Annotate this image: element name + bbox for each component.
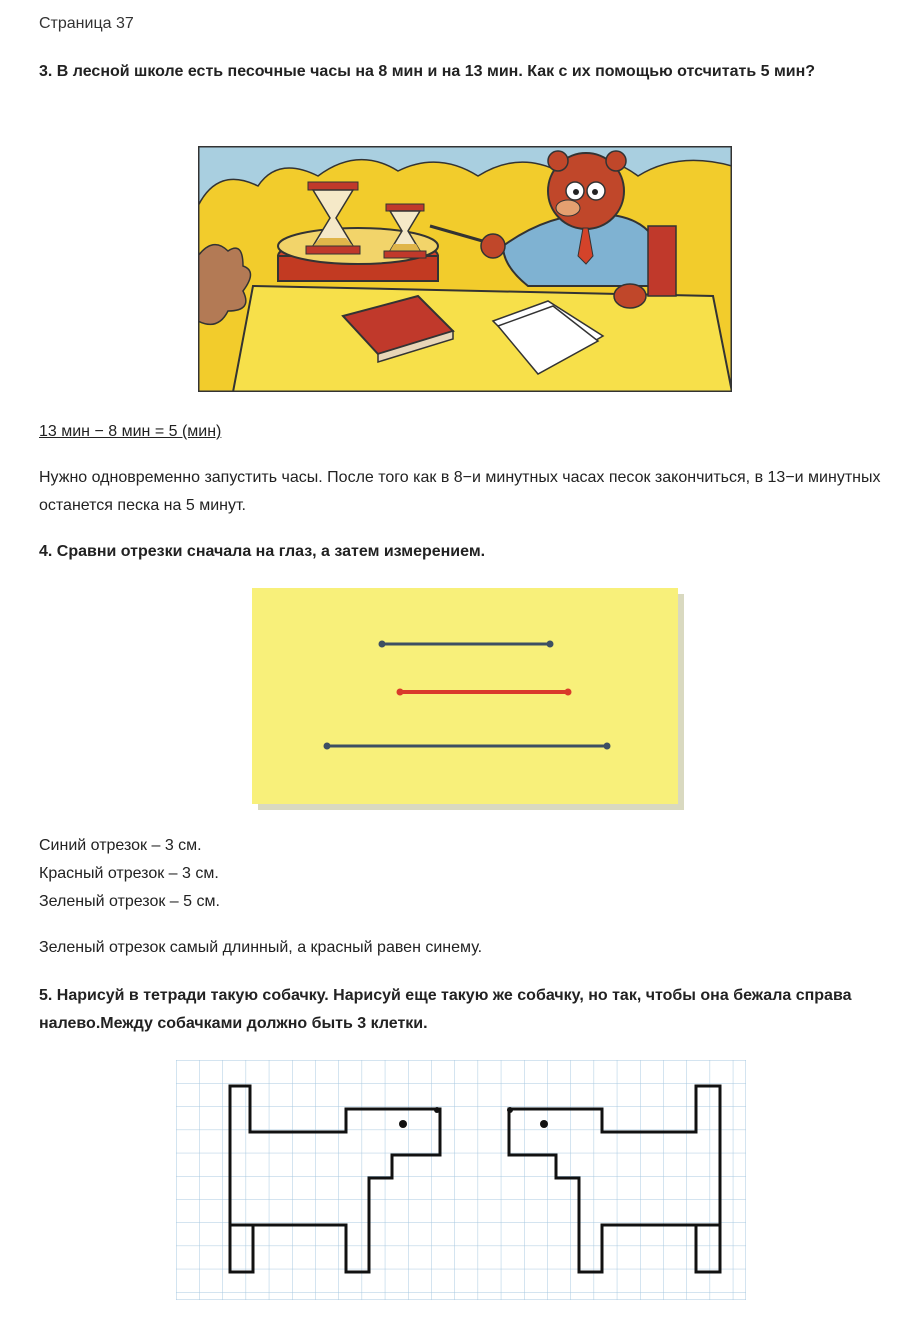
- task3-question: 3. В лесной школе есть песочные часы на 8 мин и на 13 мин. Как с их помощью отсчитать 5 мин?: [39, 63, 816, 80]
- dogs-grid: [176, 1060, 746, 1300]
- page-heading: Страница 37: [39, 15, 134, 32]
- task3-equation: 13 мин − 8 мин = 5 (мин): [39, 423, 222, 440]
- segments-card: [252, 588, 684, 810]
- answer-long: Зеленый отрезок – 5 см.: [39, 893, 220, 910]
- answer-red: Красный отрезок – 3 см.: [39, 865, 219, 882]
- answer-blue: Синий отрезок – 3 см.: [39, 837, 202, 854]
- task5-question: 5. Нарисуй в тетради такую собачку. Нарисуй еще такую же собачку, но так, чтобы она бежала справа налево.Между собачками должно быть 3 клетки.: [39, 987, 852, 1032]
- task3-explanation: Нужно одновременно запустить часы. После того как в 8−и минутных часах песок закончиться, в 13−и минутных останется песка на 5 минут.: [39, 469, 881, 514]
- task4-conclusion: Зеленый отрезок самый длинный, а красный равен синему.: [39, 939, 483, 956]
- task4-question: 4. Сравни отрезки сначала на глаз, а затем измерением.: [39, 543, 486, 560]
- bear-hourglass-illustration: [198, 146, 732, 392]
